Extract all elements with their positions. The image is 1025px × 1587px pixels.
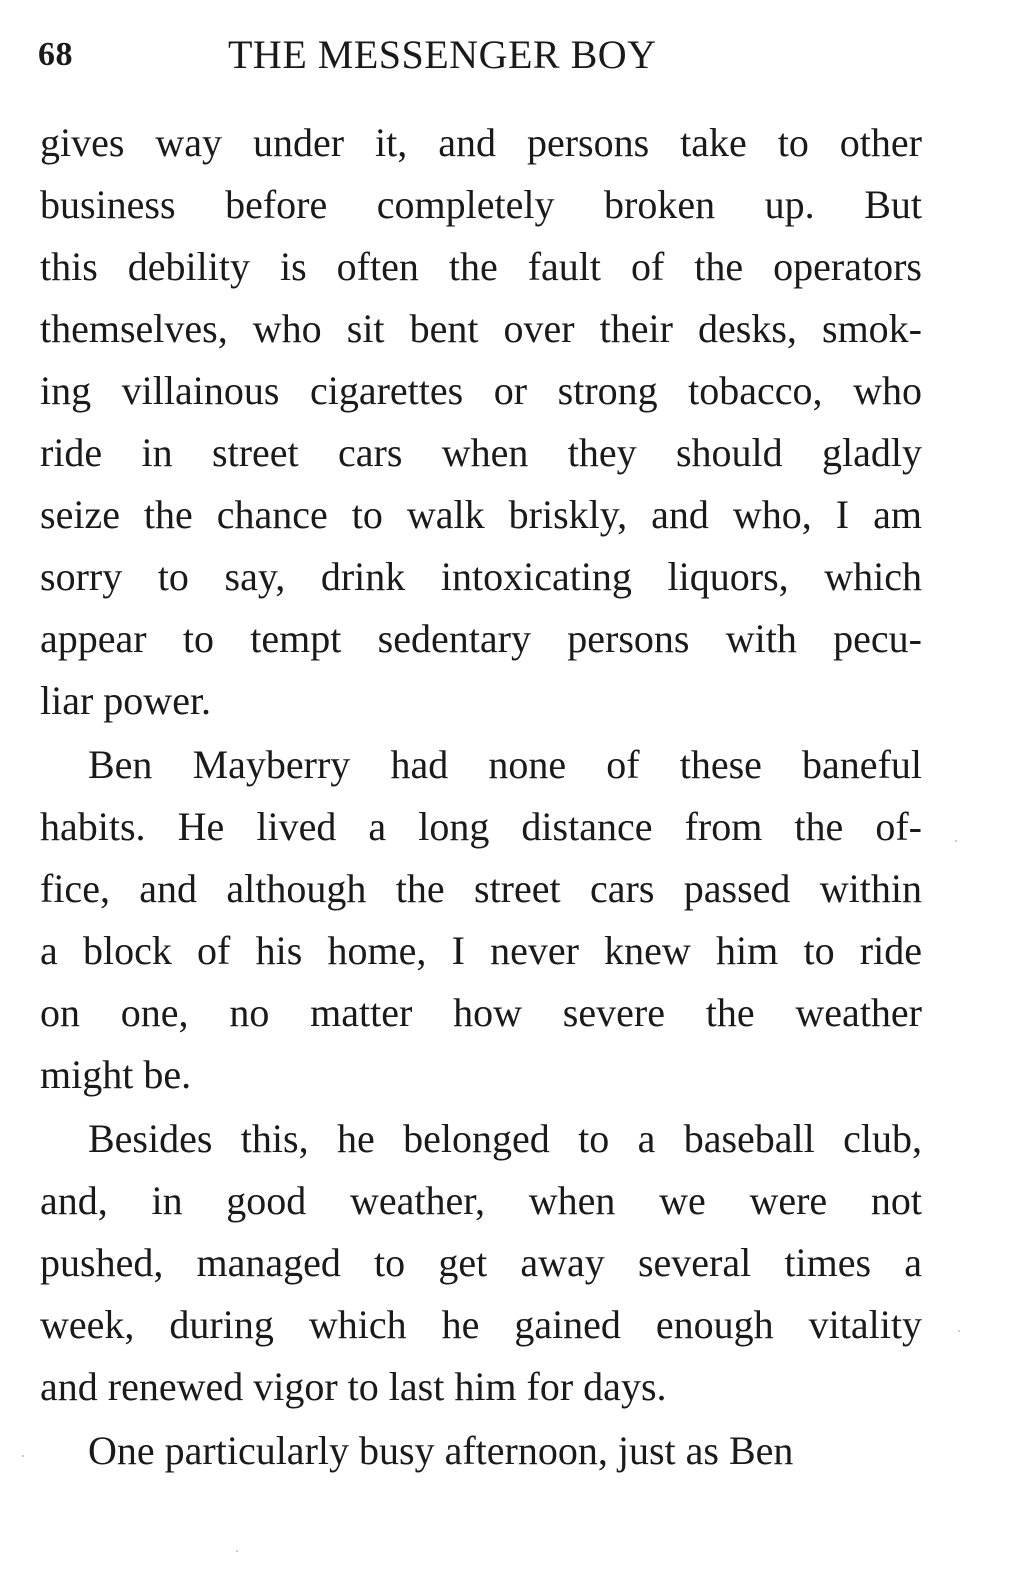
text-line: fice, and although the street cars passed within: [40, 866, 922, 911]
text-line: week, during which he gained enough vitality: [40, 1302, 922, 1347]
text-line: gives way under it, and persons take to other: [40, 120, 922, 165]
scan-speck: [22, 1455, 24, 1457]
text-line: a block of his home, I never knew him to ride: [40, 928, 922, 973]
text-line: might be.: [40, 1052, 192, 1097]
page-number: 68: [38, 36, 73, 73]
text-line: pushed, managed to get away several times a: [40, 1240, 922, 1285]
scan-speck: [955, 840, 957, 842]
text-line: ride in street cars when they should gladly: [40, 430, 922, 475]
text-line: liar power.: [40, 678, 212, 723]
text-line: business before completely broken up. But: [40, 182, 922, 227]
text-line: this debility is often the fault of the operators: [40, 244, 922, 289]
running-header: [38, 30, 938, 80]
paragraph-first-line: Ben Mayberry had none of these baneful: [88, 742, 922, 787]
paragraph-first-line: Besides this, he belonged to a baseball club,: [88, 1116, 922, 1161]
text-line: seize the chance to walk briskly, and who, I am: [40, 492, 922, 537]
text-line: appear to tempt sedentary persons with pecu-: [40, 616, 922, 661]
text-line: and renewed vigor to last him for days.: [40, 1364, 667, 1409]
scan-speck: [236, 1550, 238, 1552]
text-line: and, in good weather, when we were not: [40, 1178, 922, 1223]
text-line: on one, no matter how severe the weather: [40, 990, 922, 1035]
paragraph-first-line: One particularly busy afternoon, just as Ben: [88, 1428, 794, 1473]
text-line: themselves, who sit bent over their desks, smok-: [40, 306, 922, 351]
scan-speck: [958, 1330, 960, 1332]
running-title: THE MESSENGER BOY: [228, 32, 657, 77]
text-line: ing villainous cigarettes or strong tobacco, who: [40, 368, 922, 413]
text-line: sorry to say, drink intoxicating liquors, which: [40, 554, 922, 599]
text-line: habits. He lived a long distance from the of-: [40, 804, 922, 849]
